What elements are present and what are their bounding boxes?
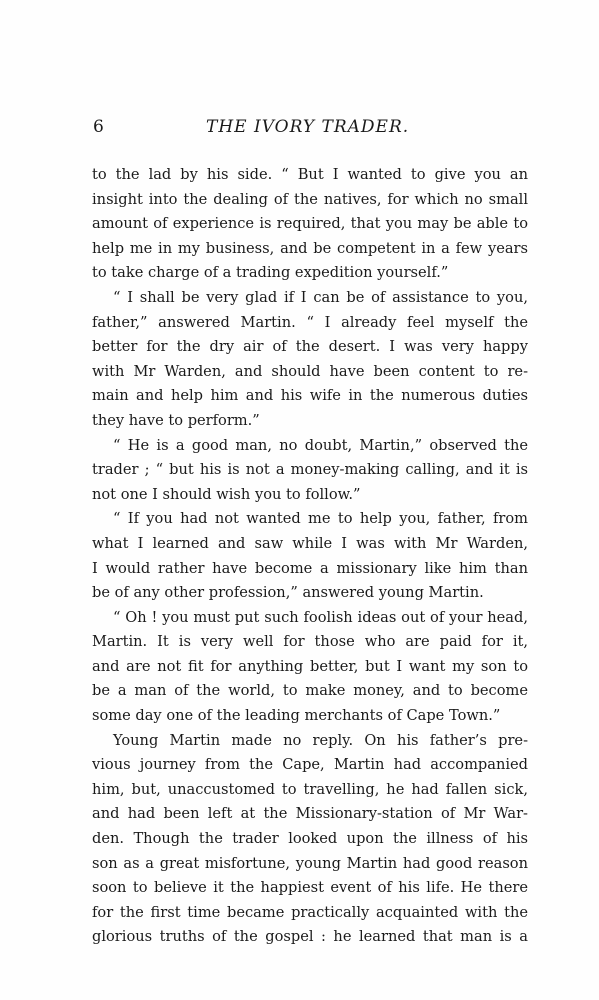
text-line: vious journey from the Cape, Martin had accompanied bbox=[92, 756, 528, 774]
text-line: insight into the dealing of the natives, for which no small bbox=[92, 190, 528, 208]
text-line: be of any other profession,” answered young Martin. bbox=[92, 584, 484, 602]
text-line: better for the dry air of the desert. I was very happy bbox=[92, 338, 528, 356]
text-line: Young Martin made no reply. On his father’s pre- bbox=[113, 731, 528, 749]
text-line: some day one of the leading merchants of Cape Town.” bbox=[92, 707, 501, 725]
text-line: him, but, unaccustomed to travelling, he had fallen sick, bbox=[92, 780, 528, 798]
text-line: they have to perform.” bbox=[92, 411, 260, 429]
text-line: main and help him and his wife in the numerous duties bbox=[92, 387, 528, 405]
text-line: amount of experience is required, that you may be able to bbox=[92, 215, 528, 233]
text-line: father,” answered Martin. “ I already feel myself the bbox=[92, 313, 528, 331]
text-line: glorious truths of the gospel : he learned that man is a bbox=[92, 928, 528, 946]
text-line: help me in my business, and be competent in a few years bbox=[92, 239, 528, 257]
text-line: for the first time became practically acquainted with the bbox=[92, 903, 528, 921]
text-line: “ Oh ! you must put such foolish ideas out of your head, bbox=[113, 608, 528, 626]
text-line: not one I should wish you to follow.” bbox=[92, 485, 361, 503]
page-number: 6 bbox=[93, 117, 105, 137]
text-line: with Mr Warden, and should have been content to re- bbox=[92, 362, 528, 380]
text-line: I would rather have become a missionary like him than bbox=[92, 559, 528, 577]
text-line: be a man of the world, to make money, and to become bbox=[92, 682, 528, 700]
running-title: THE IVORY TRADER. bbox=[206, 117, 410, 137]
text-line: what I learned and saw while I was with Mr Warden, bbox=[92, 534, 528, 552]
page-header bbox=[88, 117, 528, 139]
body-text bbox=[92, 163, 528, 950]
text-line: and had been left at the Missionary-station of Mr War- bbox=[92, 805, 528, 823]
text-line: trader ; “ but his is not a money-making calling, and it is bbox=[92, 461, 528, 479]
text-line: soon to believe it the happiest event of his life. He there bbox=[92, 879, 528, 897]
text-line: “ I shall be very glad if I can be of assistance to you, bbox=[113, 288, 528, 306]
text-line: son as a great misfortune, young Martin had good reason bbox=[92, 854, 528, 872]
text-line: “ If you had not wanted me to help you, father, from bbox=[113, 510, 528, 528]
text-line: “ He is a good man, no doubt, Martin,” observed the bbox=[113, 436, 528, 454]
text-line: to the lad by his side. “ But I wanted to give you an bbox=[92, 166, 528, 183]
text-line: to take charge of a trading expedition yourself.” bbox=[92, 264, 449, 282]
text-line: den. Though the trader looked upon the illness of his bbox=[92, 830, 528, 848]
text-line: Martin. It is very well for those who are paid for it, bbox=[92, 633, 528, 651]
text-line: and are not fit for anything better, but I want my son to bbox=[92, 657, 528, 675]
